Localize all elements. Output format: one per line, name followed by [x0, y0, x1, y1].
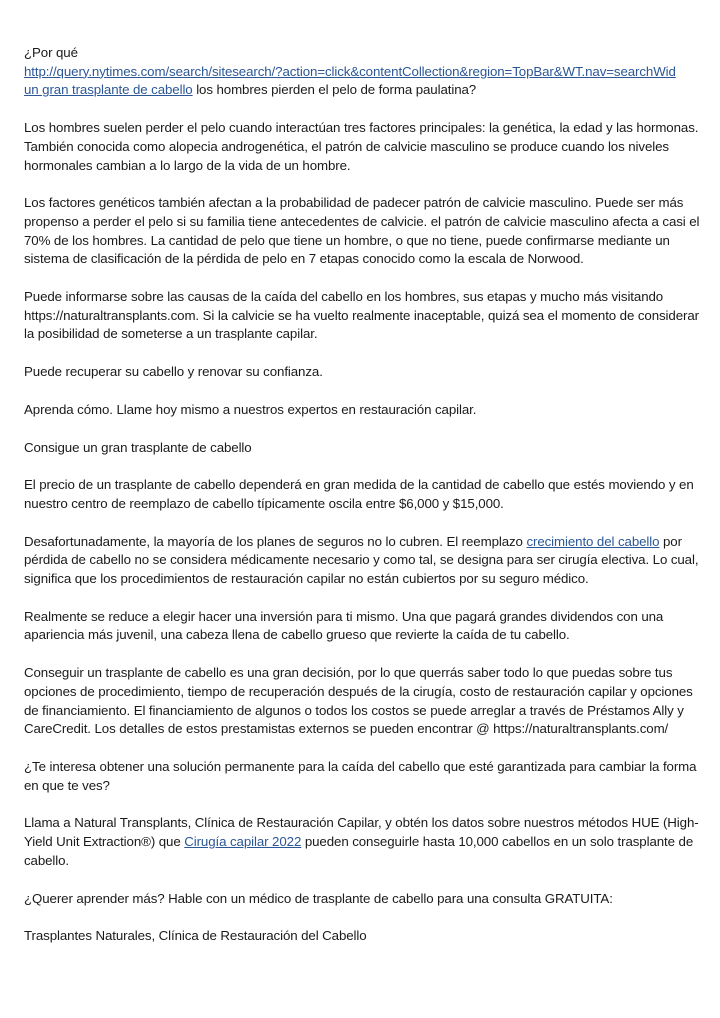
paragraph-hue-methods [24, 814, 702, 870]
paragraph-hair-loss-factors: Los hombres suelen perder el pelo cuando interactúan tres factores principales: la genética, la edad y las hormonas. También conocida como alopecia androgenética, el patrón de calvicie masculino se produce cuando los niveles hormonales cambian a lo largo de la vida de un hombre. [24, 120, 699, 173]
hue-text-after: pueden conseguirle hasta 10,000 cabellos en un solo trasplante de cabello. [24, 834, 694, 868]
paragraph-price: El precio de un trasplante de cabello dependerá en gran medida de la cantidad de cabello que estés moviendo y en nuestro centro de reemplazo de cabello típicamente oscila entre $6,000 y $15,000. [24, 477, 694, 511]
nytimes-search-link[interactable]: http://query.nytimes.com/search/sitesearch/?action=click&contentCollection&region=TopBar&WT.nav=searchWid [24, 63, 676, 79]
hair-surgery-2022-link[interactable]: Cirugía capilar 2022 [184, 834, 302, 850]
intro-text: ¿Por qué [24, 45, 78, 60]
paragraph-call-experts: Aprenda cómo. Llame hoy mismo a nuestros expertos en restauración capilar. [24, 401, 477, 417]
paragraph-recover-hair: Puede recuperar su cabello y renovar su confianza. [24, 364, 323, 380]
paragraph-free-consultation: ¿Querer aprender más? Hable con un médico de trasplante de cabello para una consulta GRATUITA: [24, 890, 613, 906]
paragraph-clinic-name: Trasplantes Naturales, Clínica de Restauración del Cabello [24, 928, 367, 944]
intro-tail-text: los hombres pierden el pelo de forma paulatina? [192, 82, 477, 98]
hair-growth-link[interactable]: crecimiento del cabello [526, 533, 660, 549]
insurance-text-before: Desafortunadamente, la mayoría de los planes de seguros no lo cubren. El reemplazo [24, 533, 527, 549]
paragraph-genetic-factors: Los factores genéticos también afectan a la probabilidad de padecer patrón de calvicie masculino. Puede ser más propenso a perder el pelo si su familia tiene antecedentes de calvicie. el patrón de calvicie masculino afecta a casi el 70% de los hombres. La cantidad de pelo que tiene un hombre, o que no tiene, puede confirmarse mediante un sistema de clasificación de la pérdida de pelo en 7 etapas conocido como la escala de Norwood. [24, 195, 700, 267]
insurance-text-after: por pérdida de cabello no se considera médicamente necesario y como tal, se designa para ser cirugía electiva. Lo cual, significa que los procedimientos de restauración capilar no están cubiertos por su seguro médico. [24, 533, 699, 587]
hue-text-before: Llama a Natural Transplants, Clínica de Restauración Capilar, y obtén los datos sobre nuestros métodos HUE (High-Yield Unit Extraction®) que [24, 815, 699, 850]
paragraph-learn-more: Puede informarse sobre las causas de la caída del cabello en los hombres, sus etapas y mucho más visitando https://naturaltransplants.com. Si la calvicie se ha vuelto realmente inaceptable, quizá sea el momento de considerar la posibilidad de someterse a un trasplante capilar. [24, 289, 699, 342]
paragraph-heading-transplant: Consigue un gran trasplante de cabello [24, 439, 252, 455]
paragraph-financing: Conseguir un trasplante de cabello es una gran decisión, por lo que querrás saber todo lo que puedas sobre tus opciones de procedimiento, tiempo de recuperación después de la cirugía, costo de restauración capilar y opciones de financiamiento. El financiamiento de algunos o todos los costos se puede arreglar a través de Préstamos Ally y CareCredit. Los detalles de estos prestamistas externos se pueden encontrar @ https://naturaltransplants.com/ [24, 665, 693, 737]
paragraph-insurance [24, 533, 702, 589]
paragraph-intro [24, 44, 702, 100]
paragraph-investment: Realmente se reduce a elegir hacer una inversión para ti mismo. Una que pagará grandes dividendos con una apariencia más juvenil, una cabeza llena de cabello grueso que revierte la caída de tu cabello. [24, 608, 664, 643]
hair-transplant-link[interactable]: un gran trasplante de cabello [24, 82, 193, 98]
paragraph-permanent-solution: ¿Te interesa obtener una solución permanente para la caída del cabello que esté garantizada para cambiar la forma en que te ves? [24, 758, 697, 793]
